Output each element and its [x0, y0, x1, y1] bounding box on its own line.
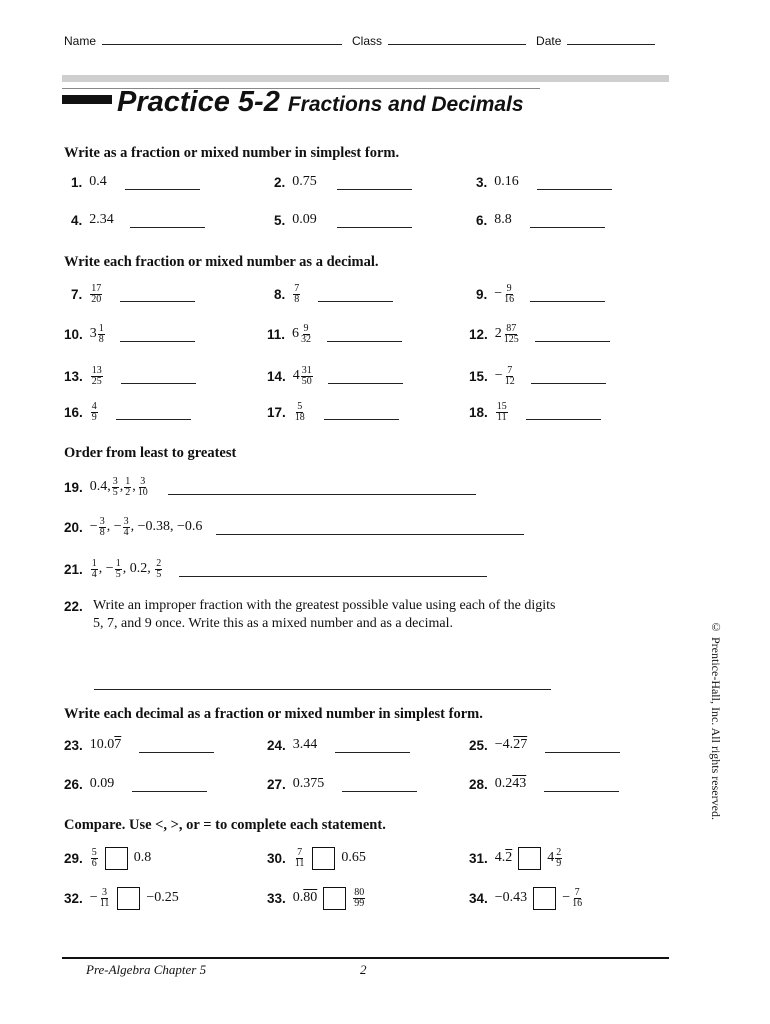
problem-7: 7. $\frac{17}{20}$ — [71, 282, 195, 306]
answer-blank[interactable] — [337, 213, 412, 228]
section-1-directions: Write as a fraction or mixed number in simplest form. — [64, 145, 400, 161]
answer-blank[interactable] — [168, 480, 476, 495]
problem-33: 33. 0. 80 $\frac{80}{99}$ — [267, 886, 365, 909]
problem-30: 30. $\frac{7}{11}$ 0.65 — [267, 846, 366, 869]
problem-13: 13. $\frac{13}{25}$ — [64, 364, 196, 388]
answer-blank[interactable] — [545, 738, 620, 753]
page-title — [117, 86, 524, 119]
title-subtitle: Fractions and Decimals — [287, 93, 524, 116]
problem-19: 19. 0.4, $\frac{3}{5}$ , $\frac{1}{2}$ , $\frac{3}{10}$ — [64, 475, 476, 499]
class-label: Class — [352, 34, 383, 48]
problem-22-number: 22. — [64, 599, 83, 614]
answer-blank[interactable] — [120, 327, 195, 342]
section-4-directions: Write each decimal as a fraction or mixed number in simplest form. — [64, 706, 483, 722]
answer-blank[interactable] — [537, 175, 612, 190]
problem-16: 16. $\frac{4}{9}$ — [64, 400, 191, 424]
section-3-directions: Order from least to greatest — [64, 445, 237, 461]
problem-14: 14. 4 $\frac{31}{50}$ — [267, 364, 403, 388]
copyright-notice: © Prentice-Hall, Inc. All rights reserved. — [709, 620, 723, 820]
problem-10: 10. 3 $\frac{1}{8}$ — [64, 322, 195, 346]
header-band — [62, 75, 669, 82]
answer-blank[interactable] — [544, 777, 619, 792]
problem-2: 2. 0.75 — [274, 170, 412, 194]
name-label: Name — [64, 34, 97, 48]
answer-blank[interactable] — [335, 738, 410, 753]
problem-26: 26. 0.09 — [64, 772, 207, 796]
compare-box[interactable] — [533, 887, 556, 910]
problem-28: 28. 0.2 43 — [469, 772, 619, 796]
answer-blank[interactable] — [526, 405, 601, 420]
problem-23: 23. 10.0 7 — [64, 733, 214, 757]
problem-29: 29. $\frac{5}{6}$ 0.8 — [64, 846, 152, 869]
section-2-directions: Write each fraction or mixed number as a decimal. — [64, 254, 379, 270]
problem-21: 21. $\frac{1}{4}$ , − $\frac{1}{5}$ , 0.2, $\frac{2}{5}$ — [64, 557, 487, 581]
answer-blank[interactable] — [531, 369, 606, 384]
answer-blank[interactable] — [530, 213, 605, 228]
answer-blank[interactable] — [535, 327, 610, 342]
problem-12: 12. 2 $\frac{87}{125}$ — [469, 322, 610, 346]
problem-24: 24. 3.44 — [267, 733, 410, 757]
answer-blank[interactable] — [342, 777, 417, 792]
problem-8: 8. $\frac{7}{8}$ — [274, 282, 393, 306]
answer-blank[interactable] — [216, 520, 524, 535]
page-number: 2 — [360, 962, 367, 977]
date-label: Date — [536, 34, 562, 48]
compare-box[interactable] — [105, 847, 128, 870]
title-bar — [62, 95, 112, 104]
answer-blank[interactable] — [530, 287, 605, 302]
answer-blank[interactable] — [327, 327, 402, 342]
problem-22-text: Write an improper fraction with the greatest possible value using each of the digits 5, 7, and 9 once. Write this as a mixed number and as a decimal. — [93, 598, 556, 631]
answer-blank[interactable] — [337, 175, 412, 190]
problem-4: 4. 2.34 — [71, 208, 205, 232]
problem-31: 31. 4. 2 4 $\frac{2}{9}$ — [469, 846, 562, 869]
answer-blank[interactable] — [324, 405, 399, 420]
answer-blank[interactable] — [139, 738, 214, 753]
answer-blank[interactable] — [132, 777, 207, 792]
answer-blank[interactable] — [121, 369, 196, 384]
compare-box[interactable] — [312, 847, 335, 870]
answer-blank[interactable] — [318, 287, 393, 302]
title-main: Practice 5-2 — [117, 86, 280, 118]
answer-blank[interactable] — [130, 213, 205, 228]
footer-book-title: Pre-Algebra Chapter 5 — [86, 962, 207, 977]
problem-25: 25. −4. 27 — [469, 733, 620, 757]
problem-5: 5. 0.09 — [274, 208, 412, 232]
section-5-directions: Compare. Use <, >, or = to complete each statement. — [64, 817, 386, 833]
problem-9: 9. − $\frac{9}{16}$ — [476, 282, 605, 306]
answer-blank[interactable] — [116, 405, 191, 420]
problem-27: 27. 0.375 — [267, 772, 417, 796]
name-line — [102, 33, 342, 45]
problem-15: 15. − $\frac{7}{12}$ — [469, 364, 606, 388]
date-line — [567, 33, 655, 45]
compare-box[interactable] — [323, 887, 346, 910]
problem-6: 6. 8.8 — [476, 208, 605, 232]
compare-box[interactable] — [117, 887, 140, 910]
answer-blank[interactable] — [125, 175, 200, 190]
class-line — [388, 33, 526, 45]
answer-blank[interactable] — [328, 369, 403, 384]
student-info-header — [64, 33, 655, 48]
compare-box[interactable] — [518, 847, 541, 870]
answer-blank[interactable] — [120, 287, 195, 302]
problem-11: 11. 6 $\frac{9}{32}$ — [267, 322, 402, 346]
problem-18: 18. $\frac{15}{11}$ — [469, 400, 601, 424]
problem-22-answer-line[interactable] — [94, 689, 551, 690]
problem-17: 17. $\frac{5}{18}$ — [267, 400, 399, 424]
problem-34: 34. −0.43 − $\frac{7}{16}$ — [469, 886, 583, 909]
answer-blank[interactable] — [179, 562, 487, 577]
footer-rule — [62, 957, 669, 959]
problem-1: 1. 0.4 — [71, 170, 200, 194]
problem-3: 3. 0.16 — [476, 170, 612, 194]
problem-32: 32. − $\frac{3}{11}$ −0.25 — [64, 886, 179, 909]
problem-20: 20. − $\frac{3}{8}$ , − $\frac{3}{4}$ , −0.38, −0.6 — [64, 515, 524, 539]
